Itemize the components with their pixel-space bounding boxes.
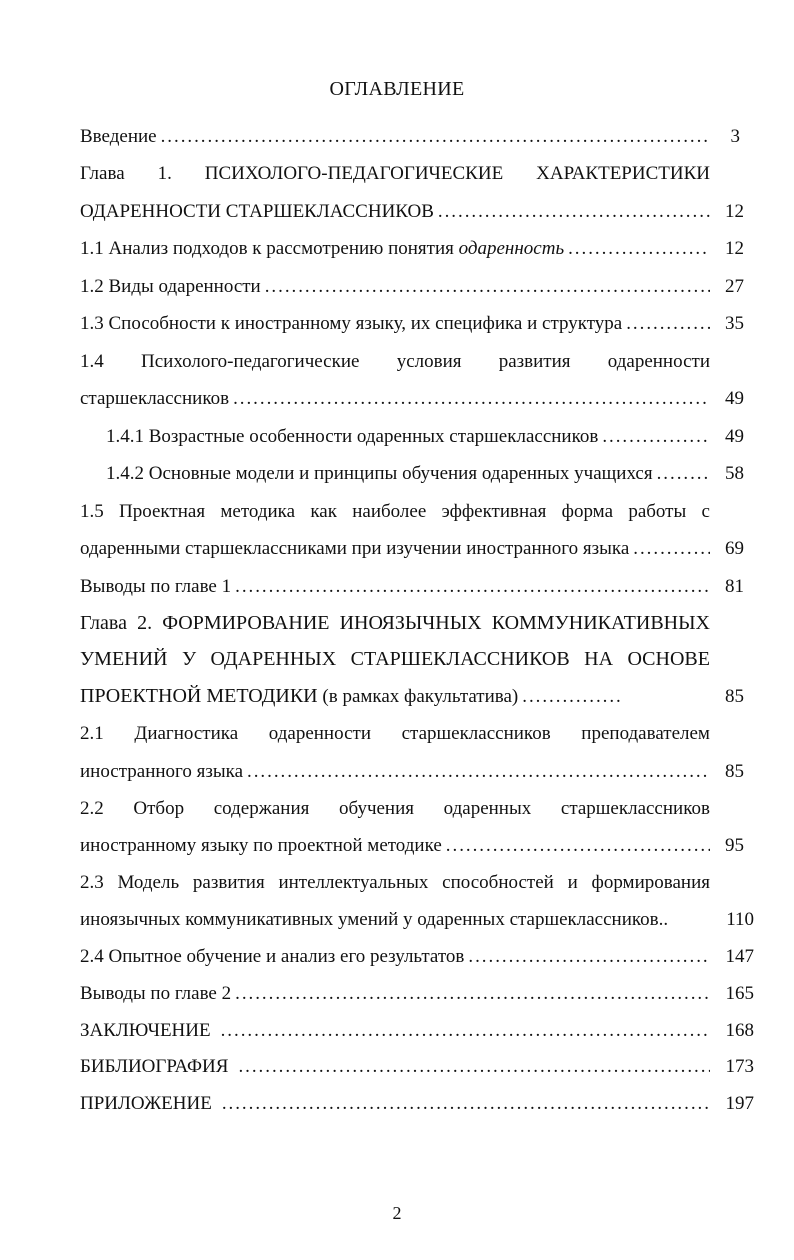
toc-word: Глава: [80, 163, 125, 184]
toc-entry-text: иноязычных коммуникативных умений у одаренных старшеклассников..: [80, 909, 669, 930]
toc-entry-chapter-1-line-2[interactable]: [80, 195, 710, 223]
toc-entry-text: 1.4.1 Возрастные особенности одаренных старшеклассников: [106, 426, 599, 447]
toc-word: 2.2: [80, 798, 104, 819]
toc-entry-section-1-4-line-2[interactable]: [80, 382, 710, 410]
toc-word: ХАРАКТЕРИСТИКИ: [536, 163, 710, 184]
toc-page-number: 173: [725, 1056, 754, 1077]
toc-entry-text-main: 1.1 Анализ подходов к рассмотрению понятия: [80, 238, 459, 259]
toc-page-number: 49: [725, 426, 744, 447]
toc-page-number: 147: [725, 946, 754, 967]
toc-leader-dots: [568, 238, 710, 260]
toc-word: Психолого-педагогические: [141, 351, 360, 372]
toc-page-number: 12: [725, 238, 744, 259]
toc-entry-conclusions-chapter-1[interactable]: [80, 570, 710, 598]
toc-page-number: 165: [725, 983, 754, 1004]
toc-entry-text: Выводы по главе 2: [80, 983, 232, 1004]
toc-entry-chapter-2-line-3[interactable]: [80, 680, 620, 708]
toc-word: Модель: [117, 872, 180, 893]
toc-page-number: 12: [725, 201, 744, 222]
page-title: ОГЛАВЛЕНИЕ: [329, 78, 465, 100]
toc-entry-conclusion[interactable]: [80, 1014, 710, 1042]
toc-leader-dots: [235, 983, 710, 1005]
toc-word: ОСНОВЕ: [627, 648, 710, 670]
toc-entry-text: иностранного языка: [80, 761, 244, 782]
toc-entry-text: БИБЛИОГРАФИЯ: [80, 1056, 229, 1077]
toc-entry-text: Введение: [80, 126, 157, 147]
toc-word: НА: [584, 648, 614, 670]
toc-page-number: 197: [725, 1093, 754, 1114]
toc-leader-dots: [233, 388, 710, 410]
toc-entry-appendix[interactable]: [80, 1087, 710, 1115]
toc-page-number: 58: [725, 463, 744, 484]
toc-entry-chapter-2-line-2[interactable]: [80, 643, 710, 671]
toc-word: 2.1: [80, 723, 104, 744]
toc-word: обучения: [339, 798, 415, 819]
toc-leader-dots: [238, 1056, 710, 1078]
toc-word: интеллектуальных: [278, 872, 429, 893]
toc-entry-bibliography[interactable]: [80, 1050, 710, 1078]
toc-entry-section-1-4-line-1[interactable]: [80, 345, 710, 373]
toc-word: как: [310, 501, 337, 522]
toc-word: формирования: [591, 872, 710, 893]
toc-word: одаренных: [443, 798, 532, 819]
toc-leader-dots: [522, 686, 620, 708]
toc-entry-text-italic: одаренность: [458, 238, 565, 259]
toc-word: эффективная: [441, 501, 547, 522]
toc-word: СТАРШЕКЛАССНИКОВ: [350, 648, 570, 670]
toc-word: УМЕНИЙ: [80, 648, 168, 670]
toc-entry-text: ЗАКЛЮЧЕНИЕ: [80, 1020, 211, 1041]
toc-word: 2.3: [80, 872, 104, 893]
toc-word: работы: [628, 501, 687, 522]
toc-word: одаренности: [268, 723, 371, 744]
toc-entry-section-1-2[interactable]: [80, 270, 710, 298]
toc-page-number: 35: [725, 313, 744, 334]
toc-entry-text: ОДАРЕННОСТИ СТАРШЕКЛАССНИКОВ: [80, 201, 434, 222]
toc-word: развития: [498, 351, 571, 372]
toc-word: условия: [396, 351, 462, 372]
toc-leader-dots: [265, 276, 710, 298]
toc-word: содержания: [213, 798, 310, 819]
toc-entry-section-2-1-line-1[interactable]: [80, 717, 710, 745]
toc-entry-section-2-2-line-2[interactable]: [80, 829, 710, 857]
toc-page-number: 81: [725, 576, 744, 597]
toc-entry-section-1-3[interactable]: [80, 307, 710, 335]
toc-word: преподавателем: [581, 723, 710, 744]
toc-page-number: 49: [725, 388, 744, 409]
toc-word: Диагностика: [134, 723, 239, 744]
toc-entry-chapter-2-line-1[interactable]: [80, 607, 710, 635]
toc-entry-text: 1.3 Способности к иностранному языку, их специфика и структура: [80, 313, 623, 334]
toc-word: 1.5: [80, 501, 104, 522]
toc-word: старшеклассников: [401, 723, 551, 744]
toc-entry-section-2-3-line-2[interactable]: [80, 903, 720, 931]
toc-page-number: 95: [725, 835, 744, 856]
toc-entry-text: Выводы по главе 1: [80, 576, 232, 597]
toc-word: развития: [192, 872, 265, 893]
toc-word: КОММУНИКАТИВНЫХ: [491, 612, 710, 634]
toc-entry-text: [80, 685, 518, 708]
toc-leader-dots: [438, 201, 710, 223]
toc-page-number: 110: [726, 909, 754, 930]
toc-leader-dots: [221, 1020, 710, 1042]
toc-entry-section-1-4-2[interactable]: [106, 457, 710, 485]
toc-word: с: [701, 501, 710, 522]
toc-word: Отбор: [133, 798, 185, 819]
toc-entry-section-1-5-line-1[interactable]: [80, 495, 710, 523]
toc-entry-text: 1.4.2 Основные модели и принципы обучения одаренных учащихся: [106, 463, 653, 484]
toc-entry-text-tail: (в рамках факультатива): [317, 686, 519, 707]
toc-entry-text: старшеклассников: [80, 388, 230, 409]
toc-entry-section-2-1-line-2[interactable]: [80, 755, 710, 783]
toc-leader-dots: [235, 576, 710, 598]
toc-word: 2.: [137, 612, 153, 634]
toc-leader-dots: [468, 946, 710, 968]
toc-entry-text: ПРИЛОЖЕНИЕ: [80, 1093, 212, 1114]
toc-entry-section-1-4-1[interactable]: [106, 420, 710, 448]
toc-entry-section-2-3-line-1[interactable]: [80, 866, 710, 894]
page-number-footer: 2: [392, 1203, 402, 1223]
toc-leader-dots: [222, 1093, 710, 1115]
toc-word: методика: [220, 501, 296, 522]
toc-word: ИНОЯЗЫЧНЫХ: [339, 612, 482, 634]
toc-word: и: [567, 872, 578, 893]
toc-entry-section-2-2-line-1[interactable]: [80, 792, 710, 820]
toc-entry-text: одаренными старшеклассниками при изучении иностранного языка: [80, 538, 630, 559]
toc-leader-dots: [247, 761, 710, 783]
toc-word: Глава: [80, 612, 127, 634]
toc-page-number: 85: [725, 761, 744, 782]
toc-word: ФОРМИРОВАНИЕ: [162, 612, 330, 634]
toc-word: Проектная: [119, 501, 206, 522]
toc-entry-text-main: ПРОЕКТНОЙ МЕТОДИКИ: [80, 685, 318, 707]
toc-word: наиболее: [352, 501, 427, 522]
toc-page-number: 3: [730, 126, 740, 147]
toc-word: ПСИХОЛОГО-ПЕДАГОГИЧЕСКИЕ: [204, 163, 504, 184]
toc-page-number: 168: [725, 1020, 754, 1041]
toc-word: старшеклассников: [560, 798, 710, 819]
toc-entry-conclusions-chapter-2[interactable]: [80, 977, 710, 1005]
toc-leader-dots: [161, 126, 710, 148]
toc-word: одаренности: [607, 351, 710, 372]
toc-entry-chapter-1-line-1[interactable]: [80, 157, 710, 185]
toc-entry-text: [80, 238, 564, 260]
toc-word: 1.4: [80, 351, 104, 372]
toc-page-number: 69: [725, 538, 744, 559]
toc-entry-text: иностранному языку по проектной методике: [80, 835, 442, 856]
toc-word: У: [181, 648, 197, 670]
toc-entry-section-1-5-line-2[interactable]: [80, 532, 710, 560]
toc-word: ОДАРЕННЫХ: [210, 648, 337, 670]
toc-entry-text: 2.4 Опытное обучение и анализ его результатов: [80, 946, 465, 967]
toc-leader-dots: [446, 835, 710, 857]
toc-word: форма: [561, 501, 614, 522]
toc-word: способностей: [442, 872, 554, 893]
toc-entry-text: 1.2 Виды одаренности: [80, 276, 261, 297]
toc-entry-section-2-4[interactable]: [80, 940, 710, 968]
toc-page-number: 85: [725, 686, 744, 707]
toc-word: 1.: [157, 163, 172, 184]
toc-entry-section-1-1[interactable]: [80, 232, 710, 260]
toc-page-number: 27: [725, 276, 744, 297]
toc-entry-introduction[interactable]: [80, 120, 710, 148]
